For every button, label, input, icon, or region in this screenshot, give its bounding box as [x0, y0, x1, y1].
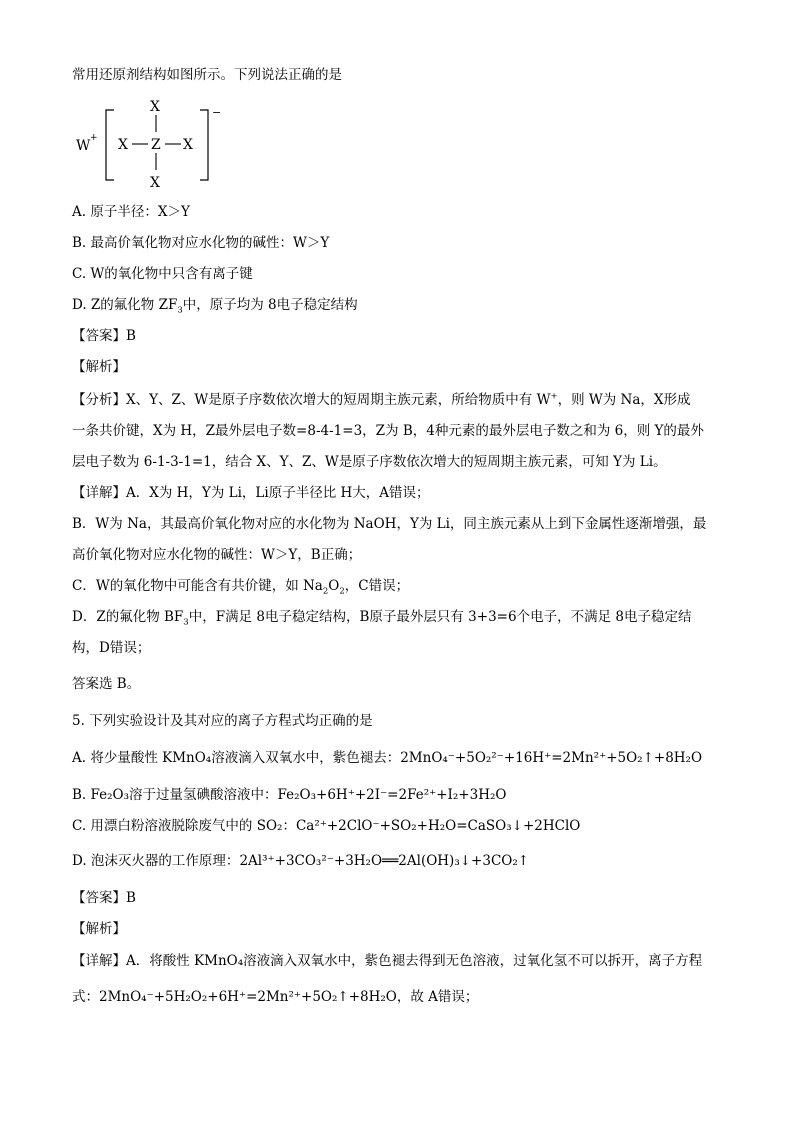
structure-center: Z	[151, 137, 161, 153]
q5-detail-line-2: 式：2MnO₄⁻+5H₂O₂+6H⁺=2Mn²⁺+5O₂↑+8H₂O，故 A错误；	[72, 989, 479, 1005]
q4-analysis-line-1: 【分析】X、Y、Z、W是原子序数依次增大的短周期主族元素，所给物质中有 W+，则 W为 Na，X形成	[72, 391, 691, 408]
structure-cation: W	[76, 138, 91, 154]
right-bracket	[200, 110, 208, 180]
q5-option-b: B. Fe₂O₃溶于过量氢碘酸溶液中：Fe₂O₃+6H⁺+2I⁻=2Fe²⁺+I₂+3H₂O	[72, 787, 507, 803]
q4-option-c: C. W的氧化物中只含有离子键	[72, 266, 253, 282]
q4-detail-line-2: B．W为 Na，其最高价氧化物对应的水化物为 NaOH，Y为 Li，同主族元素从上到下金属性逐渐增强，最	[72, 516, 707, 532]
q4-option-b: B. 最高价氧化物对应水化物的碱性：W＞Y	[72, 235, 330, 251]
q4-conclusion: 答案选 B。	[72, 676, 141, 692]
structure-ligand-top: X	[150, 99, 160, 115]
reductant-structure-diagram	[72, 92, 252, 192]
q4-stem: 常用还原剂结构如图所示。下列说法正确的是	[72, 67, 342, 83]
structure-anion-charge: −	[212, 106, 222, 119]
q4-detail-line-4: C．W的氧化物中可能含有共价键，如 $Na_2O_2$，C错误；	[72, 578, 410, 597]
q4-analysis-label: 【解析】	[72, 359, 126, 375]
q4-option-a: A. 原子半径：X＞Y	[72, 204, 190, 220]
q5-option-c: C. 用漂白粉溶液脱除废气中的 SO₂：Ca²⁺+2ClO⁻+SO₂+H₂O=CaSO₃↓+2HClO	[72, 818, 581, 834]
q5-detail-equation: 2MnO₄⁻+5H₂O₂+6H⁺=2Mn²⁺+5O₂↑+8H₂O	[99, 989, 397, 1005]
q5-option-d: D. 泡沫灭火器的工作原理：2Al³⁺+3CO₃²⁻+3H₂O══2Al(OH)₃↓+3CO₂↑	[72, 853, 530, 869]
q5-answer: 【答案】B	[72, 890, 136, 906]
q4-detail-line-5: D．Z的氟化物 $BF_3$中，F满足 8电子稳定结构，B原子最外层只有 3+3=6个电子，不满足 8电子稳定结	[72, 609, 692, 628]
q5-analysis-label: 【解析】	[72, 921, 126, 937]
q4-answer: 【答案】B	[72, 328, 136, 344]
q5-option-d-equation: 2Al³⁺+3CO₃²⁻+3H₂O══2Al(OH)₃↓+3CO₂↑	[239, 853, 530, 869]
left-bracket	[106, 110, 114, 180]
q5-option-a-equation: 2MnO₄⁻+5O₂²⁻+16H⁺=2Mn²⁺+5O₂↑+8H₂O	[400, 750, 703, 766]
q5-option-c-equation: Ca²⁺+2ClO⁻+SO₂+H₂O=CaSO₃↓+2HClO	[295, 818, 581, 834]
q4-analysis-line-2: 一条共价键，X为 H，Z最外层电子数=8-4-1=3，Z为 B，4种元素的最外层电子数之和为 6，则 Y的最外	[72, 423, 704, 439]
q4-option-d: D. Z的氟化物 $ZF_3$中，原子均为 8电子稳定结构	[72, 297, 358, 316]
q5-detail-line-1: 【详解】A．将酸性 KMnO₄溶液滴入双氧水中，紫色褪去得到无色溶液，过氧化氢不可以拆开，离子方程	[72, 953, 703, 969]
structure-ligand-left: X	[118, 137, 128, 153]
q5-option-b-equation: Fe₂O₃+6H⁺+2I⁻=2Fe²⁺+I₂+3H₂O	[277, 787, 507, 803]
q5-stem: 5. 下列实验设计及其对应的离子方程式均正确的是	[72, 713, 373, 729]
structure-ligand-bottom: X	[150, 175, 160, 191]
q4-detail-line-6: 构，D错误；	[72, 640, 151, 656]
q5-option-a: A. 将少量酸性 KMnO₄溶液滴入双氧水中，紫色褪去：2MnO₄⁻+5O₂²⁻+16H⁺=2Mn²⁺+5O₂↑+8H₂O	[72, 750, 703, 766]
structure-ligand-right: X	[183, 137, 193, 153]
q4-detail-line-1: 【详解】A．X为 H，Y为 Li，Li原子半径比 H大，A错误；	[72, 485, 430, 501]
q4-detail-line-3: 高价氧化物对应水化物的碱性：W＞Y，B正确；	[72, 547, 362, 563]
structure-cation-charge: +	[90, 133, 98, 143]
q4-analysis-line-3: 层电子数为 6-1-3-1=1，结合 X、Y、Z、W是原子序数依次增大的短周期主族元素，可知 Y为 Li。	[72, 454, 667, 470]
